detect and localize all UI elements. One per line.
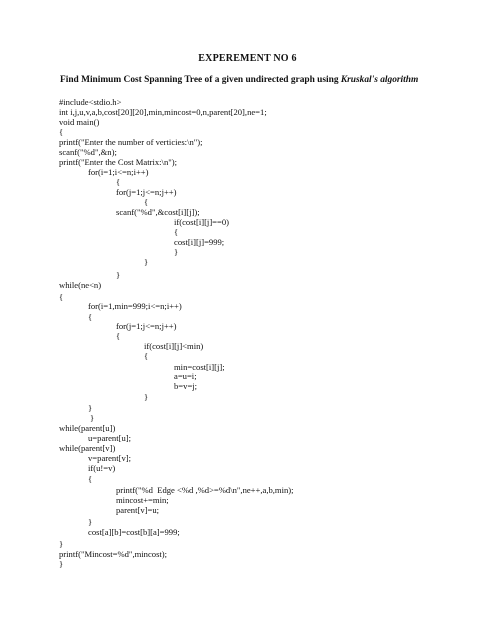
code-line: for(i=1,min=999;i<=n;i++) — [88, 301, 182, 311]
subtitle-text: Find Minimum Cost Spanning Tree of a given undirected graph using — [60, 75, 341, 85]
code-line: if(u!=v) — [88, 463, 116, 473]
code-line: for(j=1;j<=n;j++) — [116, 321, 177, 331]
code-line: while(ne<n) — [59, 280, 102, 290]
code-line: { — [88, 474, 93, 484]
code-line: parent[v]=u; — [116, 505, 160, 515]
code-line: } — [116, 270, 121, 280]
code-line: } — [59, 539, 64, 549]
code-line: printf("%d Edge <%d ,%d>=%d\n",ne++,a,b,min); — [116, 485, 294, 495]
code-line: #include<stdio.h> — [59, 97, 122, 107]
code-line: a=u=i; — [174, 371, 197, 381]
code-line: void main() — [59, 117, 100, 127]
code-line: int i,j,u,v,a,b,cost[20][20],min,mincost=0,n,parent[20],ne=1; — [59, 107, 267, 117]
code-line: if(cost[i][j]==0) — [174, 217, 230, 227]
code-line: cost[i][j]=999; — [174, 237, 225, 247]
code-line: } — [90, 413, 95, 423]
code-line: if(cost[i][j]<min) — [144, 341, 204, 351]
code-line: printf("Enter the Cost Matrix:\n"); — [59, 157, 177, 167]
code-line: } — [59, 559, 64, 569]
code-line: } — [88, 403, 93, 413]
code-line: } — [88, 517, 93, 527]
subtitle-algorithm-name: Kruskal's algorithm — [340, 75, 419, 85]
code-line: { — [174, 227, 179, 237]
code-line: while(parent[v]) — [59, 443, 116, 453]
code-line: min=cost[i][j]; — [174, 362, 225, 372]
code-line: for(i=1;i<=n;i++) — [88, 167, 149, 177]
code-line: u=parent[u]; — [88, 433, 132, 443]
code-line: for(j=1;j<=n;j++) — [116, 187, 177, 197]
code-line: b=v=j; — [174, 381, 198, 391]
code-line: { — [144, 351, 149, 361]
code-line: mincost+=min; — [116, 495, 169, 505]
code-line: { — [144, 197, 149, 207]
code-line: printf("Mincost=%d",mincost); — [59, 549, 168, 559]
code-line: cost[a][b]=cost[b][a]=999; — [88, 527, 180, 537]
code-line: { — [59, 292, 64, 302]
code-line: scanf("%d",&n); — [59, 147, 117, 157]
code-line: { — [116, 331, 121, 341]
code-line: v=parent[v]; — [88, 453, 132, 463]
code-line: } — [144, 392, 149, 402]
code-line: printf("Enter the number of verticies:\n"); — [59, 137, 203, 147]
page-title: EXPEREMENT NO 6 — [198, 53, 297, 64]
code-line: } — [174, 247, 179, 257]
code-line: scanf("%d",&cost[i][j]); — [116, 207, 200, 217]
code-line: { — [116, 177, 121, 187]
code-line: { — [88, 312, 93, 322]
code-line: } — [144, 257, 149, 267]
code-line: { — [59, 127, 64, 137]
code-line: while(parent[u]) — [59, 423, 116, 433]
